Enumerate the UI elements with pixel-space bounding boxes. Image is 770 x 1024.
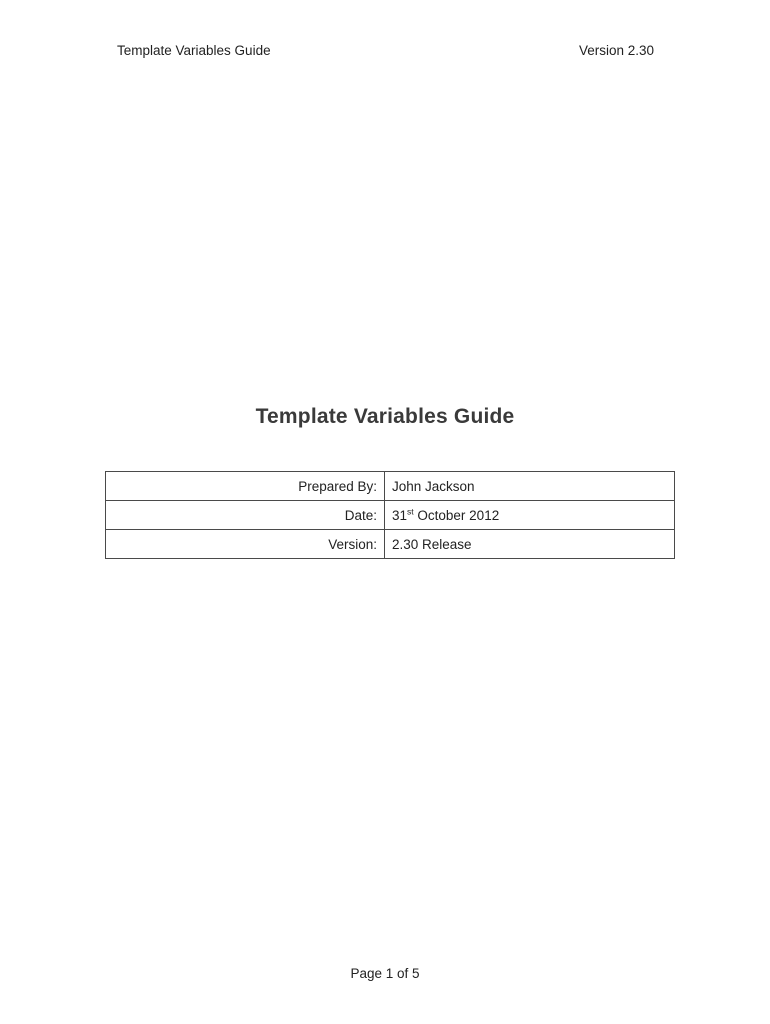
version-label: Version: (106, 530, 385, 559)
version-value: 2.30 Release (385, 530, 675, 559)
date-month-year: October 2012 (413, 507, 500, 523)
table-row-version (106, 530, 675, 559)
page-header-right: Version 2.30 (578, 43, 654, 58)
prepared-by-value: John Jackson (385, 472, 675, 501)
page-header-left: Template Variables Guide (117, 43, 271, 58)
page-number-footer: Page 1 of 5 (350, 966, 420, 981)
date-day: 31 (392, 507, 408, 523)
date-label: Date: (106, 501, 385, 530)
prepared-by-label: Prepared By: (106, 472, 385, 501)
document-info-table (105, 471, 675, 559)
date-ordinal-suffix: st (407, 506, 414, 516)
document-title: Template Variables Guide (255, 405, 515, 428)
table-row-date (106, 501, 675, 530)
table-row-prepared-by (106, 472, 675, 501)
date-value (385, 501, 675, 530)
